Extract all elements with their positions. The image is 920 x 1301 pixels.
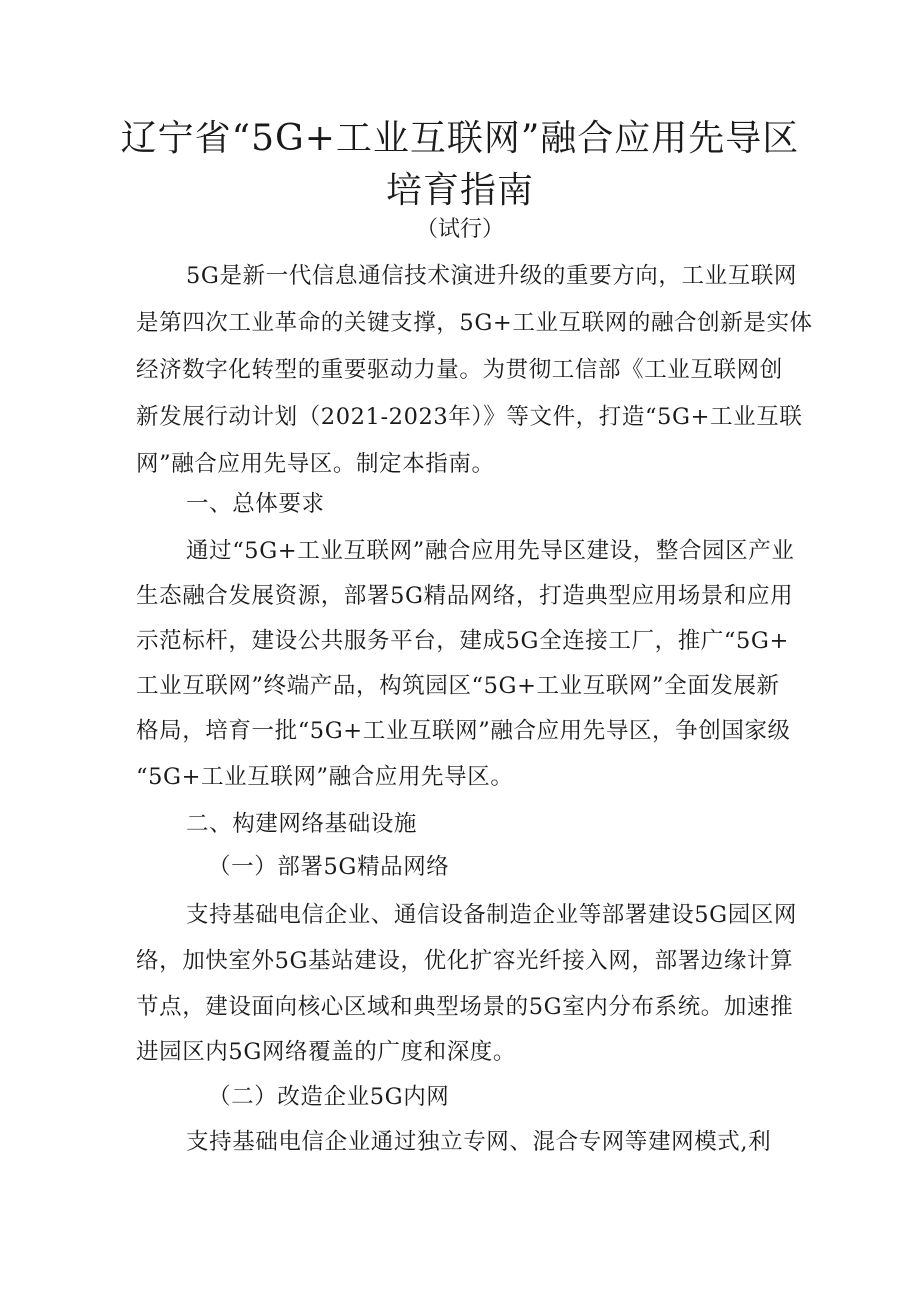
paragraph-line: 格局，培育一批“5G+工业互联网”融合应用先导区，争创国家级 xyxy=(136,718,791,744)
paragraph-line: “5G+工业互联网”融合应用先导区。 xyxy=(136,764,514,790)
document-title-line-2: 培育指南 xyxy=(385,170,534,211)
paragraph-line: 是第四次工业革命的关键支撑，5G+工业互联网的融合创新是实体 xyxy=(136,310,813,336)
document-subtitle: （试行） xyxy=(415,217,504,242)
paragraph-line: 经济数字化转型的重要驱动力量。为贯彻工信部《工业互联网创 xyxy=(136,357,783,383)
paragraph-line: 支持基础电信企业通过独立专网、混合专网等建网模式,利 xyxy=(186,1129,772,1155)
paragraph-line: 新发展行动计划（2021-2023年）》等文件，打造“5G+工业互联 xyxy=(136,404,803,430)
paragraph-line: 支持基础电信企业、通信设备制造企业等部署建设5G园区网 xyxy=(186,902,797,928)
subsection-heading: （一）部署5G精品网络 xyxy=(208,854,450,880)
paragraph-line: 络，加快室外5G基站建设，优化扩容光纤接入网，部署边缘计算 xyxy=(136,948,794,974)
paragraph-line: 示范标杆，建设公共服务平台，建成5G全连接工厂，推广“5G+ xyxy=(136,628,789,654)
paragraph-line: 通过“5G+工业互联网”融合应用先导区建设，整合园区产业 xyxy=(186,538,795,564)
section-heading: 二、构建网络基础设施 xyxy=(186,811,418,837)
paragraph-line: 5G是新一代信息通信技术演进升级的重要方向，工业互联网 xyxy=(186,263,797,289)
subsection-heading: （二）改造企业5G内网 xyxy=(208,1084,450,1110)
section-heading: 一、总体要求 xyxy=(186,491,325,517)
paragraph-line: 网”融合应用先导区。制定本指南。 xyxy=(136,451,495,477)
paragraph-line: 节点，建设面向核心区域和典型场景的5G室内分布系统。加速推 xyxy=(136,994,794,1020)
document-title-line-1: 辽宁省“5G+工业互联网”融合应用先导区 xyxy=(120,118,800,159)
paragraph-line: 进园区内5G网络覆盖的广度和深度。 xyxy=(136,1039,516,1065)
paragraph-line: 生态融合发展资源，部署5G精品网络，打造典型应用场景和应用 xyxy=(136,583,794,609)
paragraph-line: 工业互联网”终端产品，构筑园区“5G+工业互联网”全面发展新 xyxy=(136,673,780,699)
